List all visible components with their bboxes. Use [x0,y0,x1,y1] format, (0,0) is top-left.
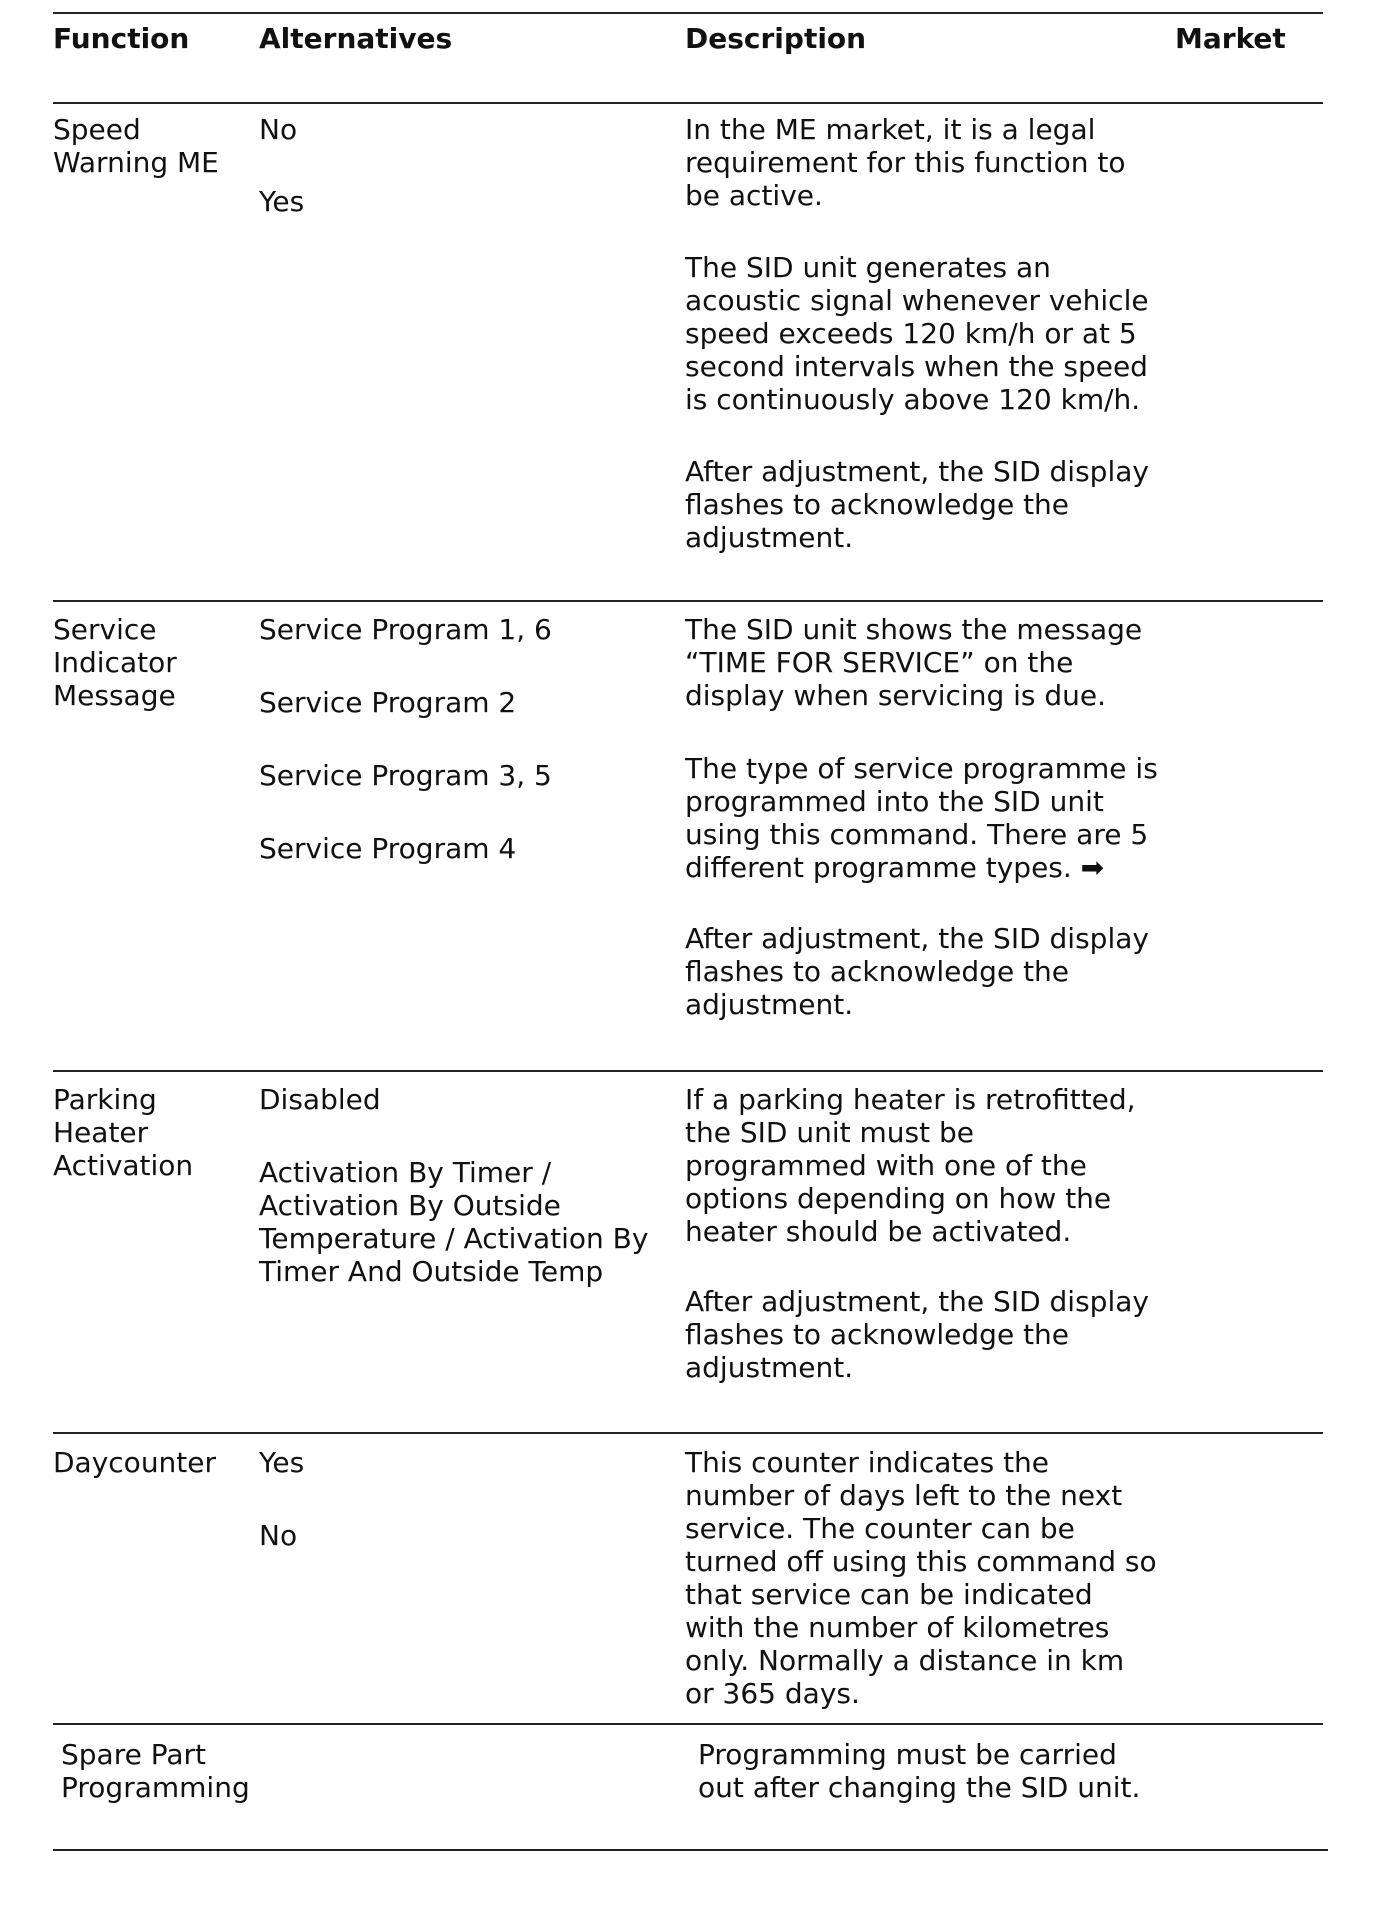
row-divider [53,1723,1323,1725]
header-alternatives: Alternatives [259,22,453,55]
row-description-paragraph: After adjustment, the SID display flashes to acknowledge the adjustment. [685,922,1149,1021]
row-description-paragraph: After adjustment, the SID display flashes to acknowledge the adjustment. [685,1285,1149,1384]
row-divider [53,600,1323,602]
header-function: Function [53,22,190,55]
row-alternative: No [259,113,298,146]
row-function-spare-part: Spare Part Programming [61,1738,250,1804]
row-alternative: Service Program 1, 6 [259,613,552,646]
row-alternative: Service Program 4 [259,832,517,865]
row-alternative: Activation By Timer / Activation By Outside Temperature / Activation By Timer And Outside Temp [259,1156,649,1288]
row-description-paragraph: This counter indicates the number of days left to the next service. The counter can be turned off using this command so that service can be indicated with the number of kilometres only. Normally a distance in km or 365 days. [685,1446,1157,1710]
row-description-paragraph: In the ME market, it is a legal requirement for this function to be active. [685,113,1126,212]
row-function-daycounter: Daycounter [53,1446,217,1479]
row-function-parking-heater: Parking Heater Activation [53,1083,194,1182]
row-alternative: No [259,1519,298,1552]
table-top-rule [53,12,1323,14]
row-function-service-indicator: Service Indicator Message [53,613,177,712]
row-alternative: Service Program 3, 5 [259,759,552,792]
row-description-paragraph: The type of service programme is programmed into the SID unit using this command. There are 5 different programme types. ➡ [685,752,1158,884]
row-alternative: Yes [259,1446,305,1479]
row-description-paragraph: The SID unit shows the message “TIME FOR SERVICE” on the display when servicing is due. [685,613,1143,712]
row-alternative: Yes [259,185,305,218]
header-market: Market [1175,22,1286,55]
row-description-paragraph: Programming must be carried out after changing the SID unit. [698,1738,1141,1804]
row-description-paragraph: After adjustment, the SID display flashes to acknowledge the adjustment. [685,455,1149,554]
row-alternative: Service Program 2 [259,686,517,719]
row-divider [53,1070,1323,1072]
row-description-paragraph: If a parking heater is retrofitted, the SID unit must be programmed with one of the options depending on how the heater should be activated. [685,1083,1136,1248]
table-bottom-rule [53,1849,1328,1851]
row-alternative: Disabled [259,1083,381,1116]
row-function-speed-warning: Speed Warning ME [53,113,219,179]
header-bottom-rule [53,102,1323,104]
row-divider [53,1432,1323,1434]
header-description: Description [685,22,867,55]
row-description-paragraph: The SID unit generates an acoustic signal whenever vehicle speed exceeds 120 km/h or at 5 second intervals when the speed is continuously above 120 km/h. [685,251,1149,416]
